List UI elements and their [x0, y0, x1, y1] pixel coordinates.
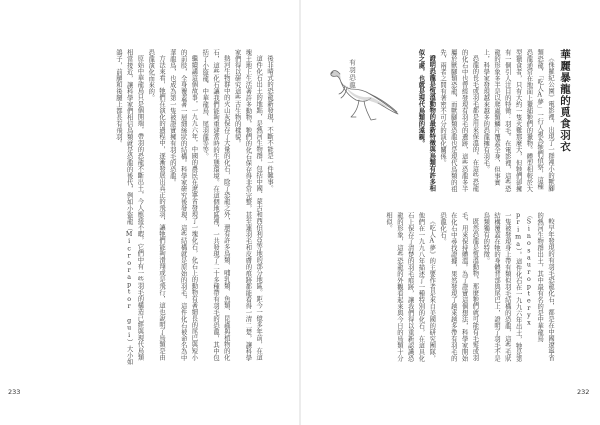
left-paragraph-4: 繼續講這個故事，一九九六年，中國的農民在遼寧省發現了一塊化石，化石上的動物有著細長的尾巴與短小的前肢，全身覆蓋著一層細絲狀的結構。科學家研究後發現，這些結構就是原始的羽毛，這件化石被命名為中華龍鳥，也成為第一隻被證實擁有羽毛的恐龍。 — [168, 49, 198, 361]
figure-caption: 有羽恐龍 — [348, 59, 356, 89]
right-paragraph-5: 《吃人A夢》的主要作者是來自美國的研究團隊，他們在一九九八年描述了一種特別的化石，在這具化石上保存了清楚的羽毛痕跡，讓我們得以重新認識恐龍的形象，這些恐龍的外觀看起來與今日的鳥類十分相似。 — [385, 212, 436, 362]
left-page-text — [42, 49, 274, 367]
page-number-right: 232 — [577, 388, 590, 396]
left-paragraph-1: 後非晴式的恐龍新發現，不斷不能是一件難事。 — [266, 55, 273, 192]
right-paragraph-1: 《侏羅紀公園》電影裡，出現了一群裡小的獸腳類恐龍，「吃人A夢」一行人視為牠們偵察，這種恐龍通常在地面上獵捕牠們的獵物。體型相較於大型獵食者，只有大約一隻火雞那麼大，但牠們卻擁有一個引人注目的特徵：羽毛。在電影裡，這些恐龍的形象多半是以爬蟲類鱗片覆蓋全身，但事實上，科學家發現越來越多的恐龍擁有羽毛。 — [482, 49, 554, 192]
page-number-left: 233 — [8, 388, 21, 396]
right-paragraph-2: 恐龍的長毛或羽毛都是用來保溫的，在這些恐龍的化石中也曾經發現有羽毛的遺跡，這些恐龍多半屬於獸腳類恐龍，而獸腳類恐龍也是現代鳥類的祖先，兩者之間有著密不可分的演化關係。 — [439, 49, 479, 192]
right-paragraph-4: 既然恐龍是恆溫動物，那麼牠們就可能有毛髮或羽毛，用來保持體溫。為了證實這個想法，科學家開始在化石中尋找證據，果然發現了越來越多帶有羽毛的恐龍化石。 — [439, 212, 479, 362]
left-paragraph-5: 方法來看，牠們在演化的過程中，逐漸發展出真正的飛羽，讓牠們能夠滑翔或是飛行，這也說明了鳥類是由恐龍演化而來的。 — [147, 49, 166, 361]
left-paragraph-6: 原始中華龍鳥只是個開端，帶羽的恐龍不斷出土，今人應接不暇，它們中有一些羽毛的構造已經與現代鳥類相當接近，讓科學家們相信鳥類就是恐龍的後代，例如小盜龍（Microraptor gui）大小如鴿子，前腿和後腿上都長有飛羽。 — [114, 49, 144, 365]
right-paragraph-3: 較早年發現的有羽毛恐龍化石，都是在中國遼寧省的熱河生物群出土，其中最有名的是中華龍鳥（Sinosauropteryx prima）。這件化石在一九九六年出土，牠是第一隻被發現身上帶有類似羽毛結構的恐龍，這些毛狀結構覆蓋在牠的身體背部與尾巴上，證明了羽毛不是鳥類獨有的特徵。 — [482, 212, 554, 362]
section-heading: 華麗暴龍的覓食羽衣 — [559, 49, 571, 153]
left-paragraph-2: 這件化石出土的地點，是熱河生物群，包括中國、蒙古和西伯利亞等地的部分地區。距今一億多年前，在這塊土地上生活著許多動物，牠們的化石保存得非常完整，甚至連羽毛和皮膚的痕跡都能看得一清二楚，讓科學家們得以研究這些古生物的樣貌。 — [233, 49, 263, 361]
right-page-text-lower — [365, 212, 555, 367]
right-bold-statement: 證明恐龍是恆溫動物的最新特徵與鳥類有許多相似之處，也就是現代鳥類的遠親。 — [417, 49, 436, 192]
left-paragraph-3: 熱河生物群中的火山灰保存了大量的化石，除了恐龍之外，還有許多鳥類、哺乳類、魚類、昆蟲與植物的化石，這些化石讓我們能夠重建當時的生態環境。在這個地區裡，一共發現了二十多種帶有羽毛的恐龍，其中包括了小盜龍、中華龍鳥、尾羽龍等等。 — [201, 49, 230, 361]
feathered-dinosaur-illustration — [300, 60, 400, 130]
